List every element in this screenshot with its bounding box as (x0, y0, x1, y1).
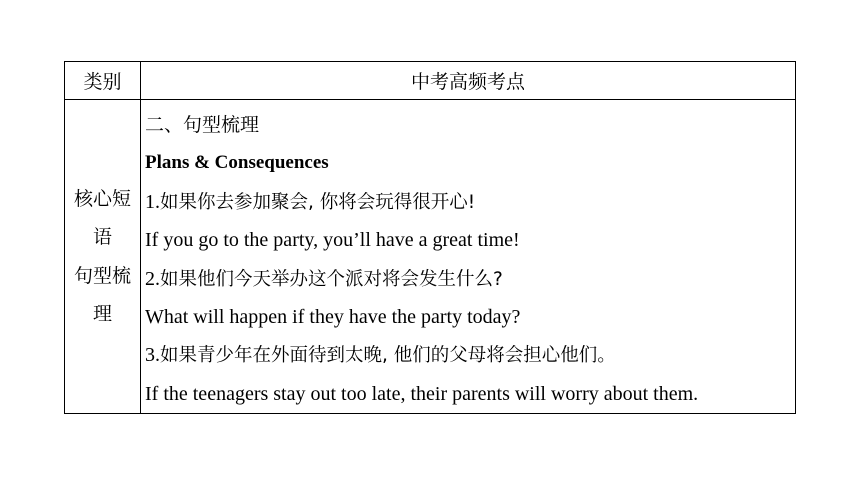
content-table (64, 61, 796, 414)
sentence-number-1: 1. (145, 190, 160, 213)
subtitle: Plans & Consequences (145, 152, 329, 174)
sentence-number-2: 2. (145, 267, 160, 290)
sentence-chinese-text-1: 如果你去参加聚会, 你将会玩得很开心! (160, 191, 476, 213)
header-row (65, 62, 796, 100)
sentence-chinese-1 (145, 183, 795, 221)
header-topic: 中考高频考点 (141, 62, 796, 100)
category-cell (65, 100, 141, 414)
sentence-chinese-text-2: 如果他们今天举办这个派对将会发生什么? (160, 268, 503, 290)
sentence-chinese-2 (145, 260, 795, 298)
category-line: 语 (92, 226, 112, 249)
sentence-number-3: 3. (145, 344, 160, 367)
section-title: 二、句型梳理 (145, 114, 260, 136)
sentence-english-1: If you go to the party, you’ll have a great time! (145, 229, 520, 252)
header-category: 类别 (65, 62, 141, 100)
category-line: 理 (92, 303, 112, 326)
sentence-english-2: What will happen if they have the party today? (145, 305, 521, 328)
sentence-chinese-text-3: 如果青少年在外面待到太晚, 他们的父母将会担心他们。 (160, 345, 616, 367)
content-cell (141, 100, 796, 414)
category-line: 核心短 (73, 187, 131, 210)
sentence-english-3: If the teenagers stay out too late, their parents will worry about them. (145, 382, 699, 405)
category-line: 句型梳 (73, 264, 131, 287)
sentence-chinese-3 (145, 336, 795, 374)
body-row (65, 100, 796, 414)
